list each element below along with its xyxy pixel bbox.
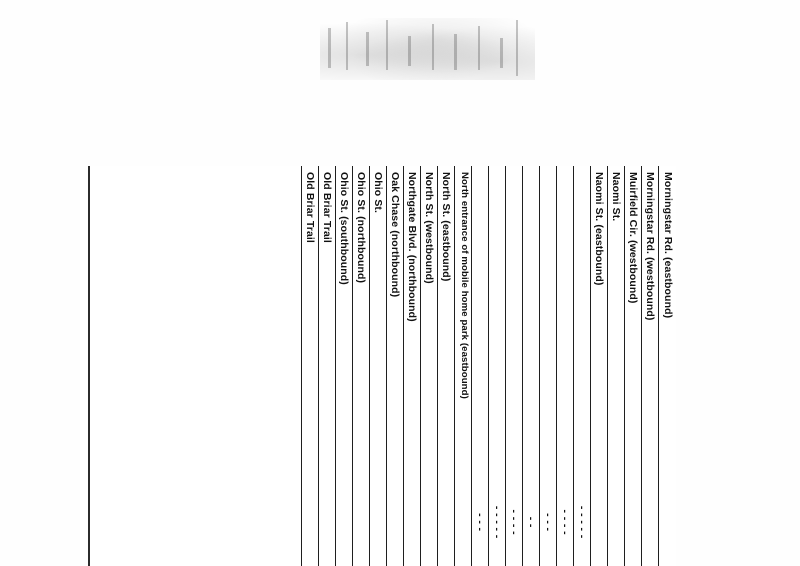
toner-smudge-artifact <box>320 18 535 80</box>
row-street-name: Oak Chase (northbound) <box>387 166 404 441</box>
table-row <box>506 166 523 566</box>
table-row <box>472 166 489 566</box>
table-row <box>659 166 676 566</box>
row-leader <box>625 441 642 566</box>
row-street-name <box>489 166 506 441</box>
row-leader <box>404 441 421 566</box>
table-body <box>302 166 676 566</box>
table-row <box>455 166 472 566</box>
row-street-name: North St. (westbound) <box>421 166 438 441</box>
row-leader <box>455 441 472 566</box>
table-row <box>353 166 370 566</box>
row-street-name: Naomi St. (eastbound) <box>591 166 608 441</box>
row-street-name: Morningstar Rd. (eastbound) <box>659 166 676 441</box>
row-leader <box>370 441 387 566</box>
row-leader <box>591 441 608 566</box>
row-leader <box>438 441 455 566</box>
row-street-name: Muirfield Cir. (westbound) <box>625 166 642 441</box>
row-street-name: North entrance of mobile home park (eastbound) <box>455 166 472 441</box>
row-street-name: Morningstar Rd. (westbound) <box>642 166 659 441</box>
row-leader <box>353 441 370 566</box>
row-leader <box>642 441 659 566</box>
row-leader <box>387 441 404 566</box>
row-street-name <box>472 166 489 441</box>
row-leader <box>659 441 676 566</box>
row-street-name <box>557 166 574 441</box>
table-row <box>387 166 404 566</box>
table-row <box>540 166 557 566</box>
row-street-name: Old Briar Trail <box>302 166 319 441</box>
street-listing-table <box>302 166 677 566</box>
row-leader: - - - - - <box>574 441 591 566</box>
table-row <box>370 166 387 566</box>
table-row <box>421 166 438 566</box>
row-leader: - - - - - <box>489 441 506 566</box>
row-street-name: Ohio St. <box>370 166 387 441</box>
row-leader: - - - - <box>557 441 574 566</box>
table-row <box>489 166 506 566</box>
row-street-name: Naomi St. <box>608 166 625 441</box>
table-row <box>574 166 591 566</box>
row-street-name <box>574 166 591 441</box>
row-leader <box>319 441 336 566</box>
row-leader: - - - - <box>506 441 523 566</box>
row-street-name: Ohio St. (southbound) <box>336 166 353 441</box>
row-street-name: North St. (eastbound) <box>438 166 455 441</box>
table-row <box>302 166 319 566</box>
row-leader: - - <box>523 441 540 566</box>
table-row <box>642 166 659 566</box>
rotated-table-wrapper <box>90 166 676 566</box>
row-leader <box>336 441 353 566</box>
table-row <box>557 166 574 566</box>
table-row <box>438 166 455 566</box>
row-leader <box>421 441 438 566</box>
row-leader <box>608 441 625 566</box>
row-leader: - - - <box>540 441 557 566</box>
row-street-name <box>523 166 540 441</box>
row-street-name: Ohio St. (northbound) <box>353 166 370 441</box>
table-row <box>523 166 540 566</box>
table-area <box>88 166 676 566</box>
table-row <box>336 166 353 566</box>
table-row <box>591 166 608 566</box>
table-row <box>404 166 421 566</box>
row-street-name: Old Briar Trail <box>319 166 336 441</box>
row-street-name <box>540 166 557 441</box>
table-row <box>319 166 336 566</box>
row-leader: - - - <box>472 441 489 566</box>
row-leader <box>302 441 319 566</box>
row-street-name <box>506 166 523 441</box>
table-row <box>625 166 642 566</box>
table-row <box>608 166 625 566</box>
row-street-name: Northgate Blvd. (northbound) <box>404 166 421 441</box>
